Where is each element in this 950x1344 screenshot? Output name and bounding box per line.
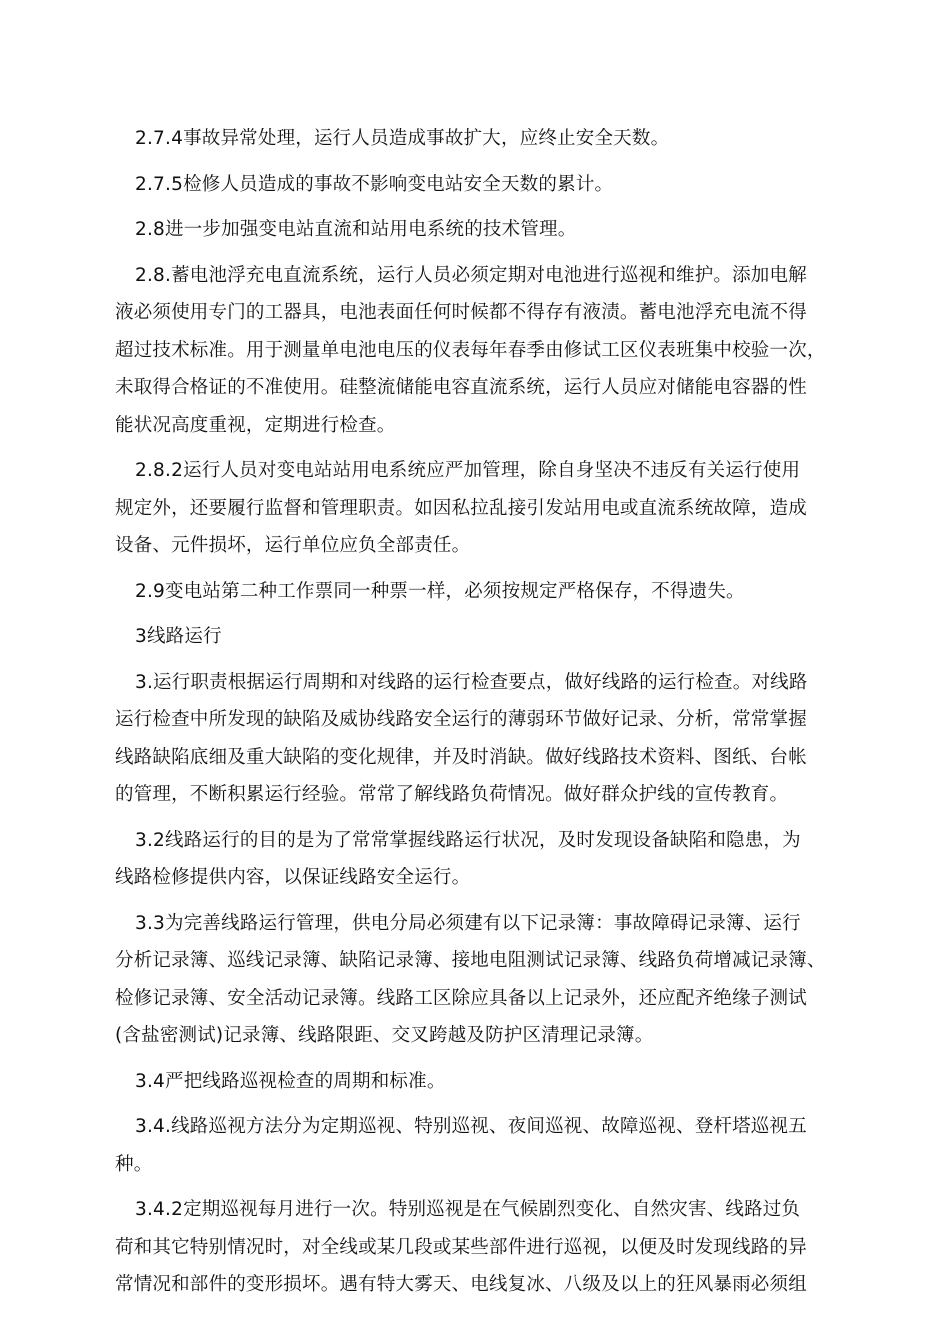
paragraph-3-2: 3.2线路运行的目的是为了常常掌握线路运行状况，及时发现设备缺陷和隐患，为 线路检修提供内容，以保证线路安全运行。 [115,829,801,888]
paragraph-2-7-4: 2.7.4事故异常处理，运行人员造成事故扩大，应终止安全天数。 [135,128,670,149]
document-body [115,120,835,1312]
paragraph-2-8-1: 2.8.蓄电池浮充电直流系统，运行人员必须定期对电池进行巡视和维护。添加电解 液必须使用专门的工器具，电池表面任何时候都不得存有液渍。蓄电池浮充电流不得 超过技术标准。用于测量单电池电压的仪表每年春季由修试工区仪表班集中校验一次， 未取得合格证的不准使用。硅整流储能电容直流系统，运行人员应对储能电容器的性 能状况高度重视，定期进行检查。 [115,264,826,436]
paragraph-2-8-2: 2.8.2运行人员对变电站站用电系统应严加管理，除自身坚决不违反有关运行使用 规定外，还要履行监督和管理职责。如因私拉乱接引发站用电或直流系统故障，造成 设备、元件损坏，运行单位应负全部责任。 [115,460,807,556]
paragraph-2-9: 2.9变电站第二种工作票同一种票一样，必须按规定严格保存，不得遗失。 [135,580,745,602]
paragraph-3-4: 3.4严把线路巡视检查的周期和标准。 [135,1070,446,1092]
paragraph-3-3: 3.3为完善线路运行管理，供电分局必须建有以下记录簿：事故障碍记录簿、运行 分析记录簿、巡线记录簿、缺陷记录簿、接地电阻测试记录簿、线路负荷增减记录簿、 检修记录簿、安全活动记录簿。线路工区除应具备以上记录外，还应配齐绝缘子测试 (含盐密测试)记录簿、线路限距、交叉跨越及防护区清理记录簿。 [115,912,826,1046]
section-heading-3: 3线路运行 [135,626,222,647]
paragraph-2-8: 2.8进一步加强变电站直流和站用电系统的技术管理。 [135,219,577,240]
paragraph-3-4-1: 3.4.线路巡视方法分为定期巡视、特别巡视、夜间巡视、故障巡视、登杆塔巡视五 种。 [115,1116,807,1175]
paragraph-3-1: 3.运行职责根据运行周期和对线路的运行检查要点，做好线路的运行检查。对线路 运行检查中所发现的缺陷及威协线路安全运行的薄弱环节做好记录、分析，常常掌握 线路缺陷底细及重大缺陷的变化规律，并及时消缺。做好线路技术资料、图纸、台帐 的管理，不断积累运行经验。常常了解线路负荷情况。做好群众护线的宣传教育。 [115,671,808,805]
paragraph-3-4-2: 3.4.2定期巡视每月进行一次。特别巡视是在气候剧烈变化、自然灾害、线路过负 荷和其它特别情况时，对全线或某几段或某些部件进行巡视，以便及时发现线路的异 常情况和部件的变形损坏。遇有特大雾天、电线复冰、八级及以上的狂风暴雨必须组 [115,1199,807,1295]
paragraph-2-7-5: 2.7.5检修人员造成的事故不影响变电站安全天数的累计。 [135,173,614,195]
